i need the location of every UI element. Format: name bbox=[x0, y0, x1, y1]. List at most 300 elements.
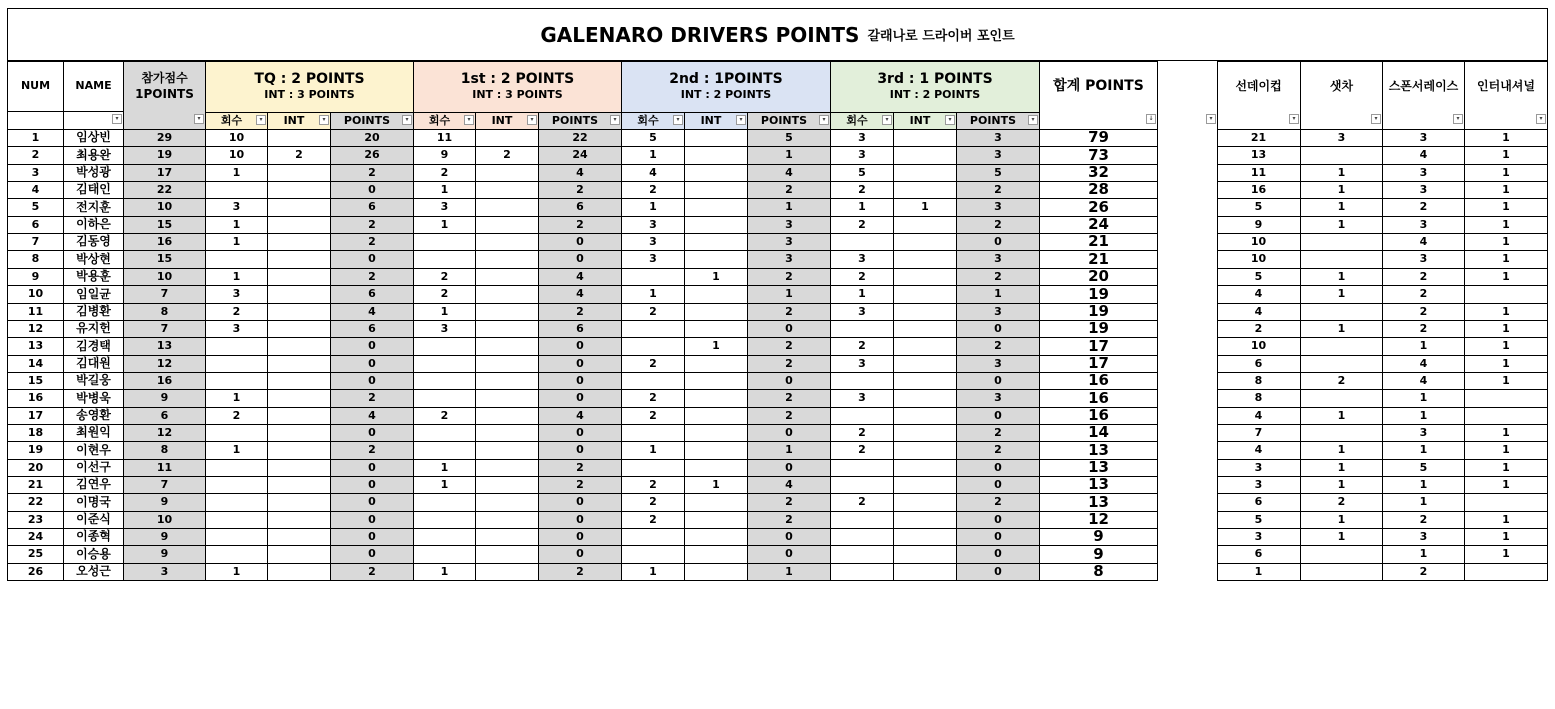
cell-third-int bbox=[894, 442, 957, 460]
cell-total: 13 bbox=[1040, 460, 1158, 477]
cell-extra-1 bbox=[1301, 304, 1383, 321]
cell-second-int bbox=[685, 234, 748, 251]
cell-participation: 8 bbox=[124, 304, 206, 321]
filter-dropdown-icon[interactable]: ▾ bbox=[527, 115, 537, 125]
filter-dropdown-icon[interactable]: ▾ bbox=[256, 115, 266, 125]
cell-name: 박병욱 bbox=[64, 390, 124, 408]
filter-dropdown-icon[interactable]: ▾ bbox=[882, 115, 892, 125]
cell-second-count: 2 bbox=[622, 304, 685, 321]
cell-tq-count bbox=[206, 477, 268, 494]
cell-first-int bbox=[476, 304, 539, 321]
cell-name: 이종혁 bbox=[64, 529, 124, 546]
cell-total: 19 bbox=[1040, 304, 1158, 321]
cell-second-count: 5 bbox=[622, 130, 685, 147]
cell-name: 전지훈 bbox=[64, 199, 124, 217]
cell-third-int bbox=[894, 338, 957, 356]
header-name: NAME bbox=[64, 61, 124, 112]
cell-tq-points: 0 bbox=[331, 251, 414, 269]
subheader-first-points[interactable]: POINTS ▾ bbox=[539, 112, 622, 130]
cell-third-count bbox=[831, 373, 894, 390]
filter-dropdown-icon[interactable]: ▾ bbox=[1206, 114, 1216, 124]
cell-extra-2: 5 bbox=[1383, 460, 1465, 477]
cell-second-points: 2 bbox=[748, 390, 831, 408]
cell-second-points: 5 bbox=[748, 130, 831, 147]
cell-tq-points: 2 bbox=[331, 234, 414, 251]
cell-third-count: 1 bbox=[831, 286, 894, 304]
cell-third-count bbox=[831, 564, 894, 581]
cell-name: 김대원 bbox=[64, 356, 124, 373]
cell-total: 24 bbox=[1040, 217, 1158, 234]
extra-filter-cell[interactable] bbox=[1301, 112, 1383, 130]
total-filter-cell[interactable] bbox=[1040, 112, 1158, 130]
subheader-second-points[interactable]: POINTS ▾ bbox=[748, 112, 831, 130]
cell-second-count: 2 bbox=[622, 408, 685, 425]
cell-num: 9 bbox=[7, 269, 64, 286]
cell-second-int bbox=[685, 165, 748, 182]
cell-third-points: 3 bbox=[957, 199, 1040, 217]
cell-second-points: 2 bbox=[748, 356, 831, 373]
cell-second-points: 1 bbox=[748, 442, 831, 460]
cell-second-points: 2 bbox=[748, 338, 831, 356]
cell-name: 박상현 bbox=[64, 251, 124, 269]
filter-dropdown-icon[interactable]: ▾ bbox=[819, 115, 829, 125]
cell-extra-0: 8 bbox=[1217, 373, 1301, 390]
cell-tq-int bbox=[268, 338, 331, 356]
cell-second-points: 3 bbox=[748, 217, 831, 234]
filter-dropdown-icon[interactable]: ▾ bbox=[1289, 114, 1299, 124]
cell-extra-2: 3 bbox=[1383, 217, 1465, 234]
cell-extra-1: 1 bbox=[1301, 408, 1383, 425]
cell-third-int bbox=[894, 269, 957, 286]
filter-dropdown-icon[interactable]: ▾ bbox=[610, 115, 620, 125]
cell-tq-count: 1 bbox=[206, 217, 268, 234]
name-filter-cell[interactable] bbox=[64, 112, 124, 130]
filter-dropdown-icon[interactable]: ▾ bbox=[402, 115, 412, 125]
extra-filter-cell[interactable] bbox=[1383, 112, 1465, 130]
subheader-first-int[interactable]: INT ▾ bbox=[476, 112, 539, 130]
cell-third-count bbox=[831, 529, 894, 546]
cell-second-int bbox=[685, 182, 748, 199]
filter-dropdown-icon[interactable]: ▾ bbox=[319, 115, 329, 125]
filter-dropdown-icon[interactable]: ▾ bbox=[736, 115, 746, 125]
cell-second-count bbox=[622, 546, 685, 564]
cell-tq-int bbox=[268, 373, 331, 390]
filter-dropdown-icon[interactable]: ▾ bbox=[1371, 114, 1381, 124]
cell-extra-1 bbox=[1301, 234, 1383, 251]
cell-second-int bbox=[685, 390, 748, 408]
cell-first-points: 0 bbox=[539, 251, 622, 269]
cell-extra-0: 8 bbox=[1217, 390, 1301, 408]
cell-second-int: 1 bbox=[685, 269, 748, 286]
cell-tq-points: 0 bbox=[331, 477, 414, 494]
header-line-2: INT : 3 POINTS bbox=[264, 88, 355, 102]
cell-second-int: 1 bbox=[685, 338, 748, 356]
filter-dropdown-icon[interactable]: ↓ bbox=[1146, 114, 1156, 124]
cell-num: 16 bbox=[7, 390, 64, 408]
cell-name: 김동영 bbox=[64, 234, 124, 251]
header-line-1: 참가점수 bbox=[141, 70, 188, 85]
cell-extra-2: 2 bbox=[1383, 512, 1465, 529]
cell-first-count bbox=[414, 251, 476, 269]
cell-extra-2: 4 bbox=[1383, 147, 1465, 165]
spacer-filter-cell[interactable] bbox=[1158, 112, 1217, 130]
cell-first-count bbox=[414, 390, 476, 408]
cell-second-points: 2 bbox=[748, 269, 831, 286]
cell-tq-int bbox=[268, 130, 331, 147]
cell-first-int bbox=[476, 442, 539, 460]
cell-third-points: 2 bbox=[957, 442, 1040, 460]
cell-extra-0: 3 bbox=[1217, 460, 1301, 477]
cell-name: 김태인 bbox=[64, 182, 124, 199]
cell-extra-3: 1 bbox=[1465, 165, 1548, 182]
cell-third-points: 0 bbox=[957, 460, 1040, 477]
cell-first-int bbox=[476, 477, 539, 494]
cell-first-points: 0 bbox=[539, 338, 622, 356]
cell-tq-int bbox=[268, 199, 331, 217]
subheader-third-count[interactable]: 회수 ▾ bbox=[831, 112, 894, 130]
cell-tq-points: 0 bbox=[331, 546, 414, 564]
cell-first-int bbox=[476, 234, 539, 251]
header-line-1: 1st : 2 POINTS bbox=[460, 71, 575, 88]
cell-num: 20 bbox=[7, 460, 64, 477]
header-line-2: INT : 3 POINTS bbox=[472, 88, 563, 102]
cell-tq-points: 0 bbox=[331, 373, 414, 390]
cell-extra-0: 21 bbox=[1217, 130, 1301, 147]
cell-second-points: 1 bbox=[748, 286, 831, 304]
subheader-third-int[interactable]: INT ▾ bbox=[894, 112, 957, 130]
cell-tq-count bbox=[206, 356, 268, 373]
cell-total: 16 bbox=[1040, 408, 1158, 425]
cell-first-count: 2 bbox=[414, 269, 476, 286]
cell-total: 32 bbox=[1040, 165, 1158, 182]
cell-extra-1: 1 bbox=[1301, 477, 1383, 494]
cell-total: 16 bbox=[1040, 390, 1158, 408]
cell-third-points: 0 bbox=[957, 321, 1040, 338]
cell-third-int bbox=[894, 304, 957, 321]
cell-third-points: 2 bbox=[957, 182, 1040, 199]
cell-extra-3 bbox=[1465, 494, 1548, 512]
cell-num: 3 bbox=[7, 165, 64, 182]
cell-name: 김연우 bbox=[64, 477, 124, 494]
filter-dropdown-icon[interactable]: ▾ bbox=[464, 115, 474, 125]
cell-first-count: 1 bbox=[414, 182, 476, 199]
cell-second-int bbox=[685, 512, 748, 529]
cell-second-int bbox=[685, 564, 748, 581]
cell-extra-3: 1 bbox=[1465, 477, 1548, 494]
cell-second-count: 1 bbox=[622, 286, 685, 304]
cell-third-points: 2 bbox=[957, 217, 1040, 234]
cell-participation: 9 bbox=[124, 390, 206, 408]
cell-extra-2: 1 bbox=[1383, 408, 1465, 425]
cell-tq-points: 4 bbox=[331, 304, 414, 321]
cell-participation: 15 bbox=[124, 217, 206, 234]
cell-second-count: 2 bbox=[622, 512, 685, 529]
cell-second-count: 4 bbox=[622, 165, 685, 182]
cell-third-count bbox=[831, 477, 894, 494]
cell-second-int bbox=[685, 373, 748, 390]
cell-second-count: 1 bbox=[622, 199, 685, 217]
cell-tq-int bbox=[268, 321, 331, 338]
cell-second-count: 3 bbox=[622, 251, 685, 269]
cell-extra-3: 1 bbox=[1465, 234, 1548, 251]
cell-first-int bbox=[476, 460, 539, 477]
cell-first-count bbox=[414, 234, 476, 251]
cell-total: 79 bbox=[1040, 130, 1158, 147]
cell-first-count: 2 bbox=[414, 165, 476, 182]
cell-extra-3 bbox=[1465, 564, 1548, 581]
cell-third-points: 2 bbox=[957, 425, 1040, 442]
cell-first-points: 0 bbox=[539, 373, 622, 390]
cell-total: 17 bbox=[1040, 356, 1158, 373]
cell-extra-1: 1 bbox=[1301, 460, 1383, 477]
cell-third-int bbox=[894, 477, 957, 494]
subheader-tq-count[interactable]: 회수 ▾ bbox=[206, 112, 268, 130]
cell-tq-count: 10 bbox=[206, 147, 268, 165]
subheader-second-int[interactable]: INT ▾ bbox=[685, 112, 748, 130]
cell-second-int bbox=[685, 529, 748, 546]
cell-name: 이현우 bbox=[64, 442, 124, 460]
filter-dropdown-icon[interactable]: ▾ bbox=[1028, 115, 1038, 125]
cell-third-points: 3 bbox=[957, 390, 1040, 408]
cell-name: 김병환 bbox=[64, 304, 124, 321]
subheader-tq-int[interactable]: INT ▾ bbox=[268, 112, 331, 130]
cell-second-points: 2 bbox=[748, 182, 831, 199]
cell-participation: 15 bbox=[124, 251, 206, 269]
cell-third-points: 0 bbox=[957, 373, 1040, 390]
header-extra-3: 인터내셔널 bbox=[1465, 61, 1548, 112]
cell-first-points: 0 bbox=[539, 512, 622, 529]
cell-first-count: 11 bbox=[414, 130, 476, 147]
cell-extra-0: 7 bbox=[1217, 425, 1301, 442]
cell-participation: 11 bbox=[124, 460, 206, 477]
filter-dropdown-icon[interactable]: ▾ bbox=[1536, 114, 1546, 124]
cell-tq-int bbox=[268, 477, 331, 494]
cell-second-points: 2 bbox=[748, 494, 831, 512]
cell-total: 13 bbox=[1040, 494, 1158, 512]
cell-second-int bbox=[685, 286, 748, 304]
cell-tq-int bbox=[268, 460, 331, 477]
cell-tq-count bbox=[206, 182, 268, 199]
cell-second-points: 0 bbox=[748, 373, 831, 390]
cell-tq-int bbox=[268, 356, 331, 373]
cell-first-int: 2 bbox=[476, 147, 539, 165]
cell-first-points: 0 bbox=[539, 529, 622, 546]
cell-extra-2: 1 bbox=[1383, 494, 1465, 512]
cell-tq-points: 2 bbox=[331, 165, 414, 182]
cell-second-points: 4 bbox=[748, 477, 831, 494]
cell-tq-count bbox=[206, 460, 268, 477]
cell-third-int bbox=[894, 130, 957, 147]
cell-third-int bbox=[894, 217, 957, 234]
cell-total: 20 bbox=[1040, 269, 1158, 286]
cell-first-points: 4 bbox=[539, 408, 622, 425]
cell-second-count: 2 bbox=[622, 356, 685, 373]
cell-second-count: 2 bbox=[622, 390, 685, 408]
cell-third-points: 3 bbox=[957, 304, 1040, 321]
cell-extra-0: 13 bbox=[1217, 147, 1301, 165]
cell-tq-int bbox=[268, 234, 331, 251]
cell-second-points: 1 bbox=[748, 147, 831, 165]
cell-num: 1 bbox=[7, 130, 64, 147]
cell-participation: 13 bbox=[124, 338, 206, 356]
cell-extra-1: 1 bbox=[1301, 199, 1383, 217]
cell-participation: 16 bbox=[124, 373, 206, 390]
cell-tq-count: 1 bbox=[206, 390, 268, 408]
cell-participation: 9 bbox=[124, 494, 206, 512]
cell-first-count bbox=[414, 356, 476, 373]
cell-total: 17 bbox=[1040, 338, 1158, 356]
header-participation bbox=[124, 61, 206, 112]
cell-total: 21 bbox=[1040, 251, 1158, 269]
cell-second-count bbox=[622, 373, 685, 390]
cell-extra-1 bbox=[1301, 390, 1383, 408]
extra-filter-cell[interactable] bbox=[1465, 112, 1548, 130]
cell-total: 9 bbox=[1040, 529, 1158, 546]
cell-first-points: 2 bbox=[539, 460, 622, 477]
cell-tq-points: 2 bbox=[331, 442, 414, 460]
cell-extra-2: 1 bbox=[1383, 477, 1465, 494]
cell-first-count: 9 bbox=[414, 147, 476, 165]
cell-extra-3: 1 bbox=[1465, 546, 1548, 564]
subheader-third-points[interactable]: POINTS ▾ bbox=[957, 112, 1040, 130]
cell-first-count: 2 bbox=[414, 408, 476, 425]
sheet-title bbox=[7, 8, 1548, 61]
cell-first-points: 6 bbox=[539, 199, 622, 217]
filter-dropdown-icon[interactable]: ▾ bbox=[194, 114, 204, 124]
cell-extra-1: 1 bbox=[1301, 321, 1383, 338]
cell-third-count bbox=[831, 546, 894, 564]
cell-first-int bbox=[476, 512, 539, 529]
cell-second-int bbox=[685, 147, 748, 165]
cell-total: 19 bbox=[1040, 286, 1158, 304]
extra-filter-cell[interactable] bbox=[1217, 112, 1301, 130]
cell-third-int bbox=[894, 408, 957, 425]
cell-num: 21 bbox=[7, 477, 64, 494]
cell-third-points: 2 bbox=[957, 494, 1040, 512]
cell-extra-2: 2 bbox=[1383, 321, 1465, 338]
cell-num: 14 bbox=[7, 356, 64, 373]
cell-extra-1: 1 bbox=[1301, 217, 1383, 234]
cell-extra-0: 1 bbox=[1217, 564, 1301, 581]
cell-first-count: 2 bbox=[414, 286, 476, 304]
cell-extra-1: 1 bbox=[1301, 442, 1383, 460]
cell-total: 28 bbox=[1040, 182, 1158, 199]
cell-tq-int bbox=[268, 546, 331, 564]
subheader-second-count[interactable]: 회수 ▾ bbox=[622, 112, 685, 130]
cell-tq-count bbox=[206, 494, 268, 512]
cell-first-points: 0 bbox=[539, 390, 622, 408]
cell-first-int bbox=[476, 564, 539, 581]
cell-second-count: 2 bbox=[622, 494, 685, 512]
cell-second-points: 3 bbox=[748, 234, 831, 251]
participation-filter-cell[interactable] bbox=[124, 112, 206, 130]
subheader-tq-points[interactable]: POINTS ▾ bbox=[331, 112, 414, 130]
cell-second-count: 3 bbox=[622, 234, 685, 251]
cell-tq-int bbox=[268, 564, 331, 581]
cell-third-points: 0 bbox=[957, 408, 1040, 425]
cell-extra-2: 2 bbox=[1383, 269, 1465, 286]
cell-total: 9 bbox=[1040, 546, 1158, 564]
cell-third-count bbox=[831, 512, 894, 529]
header-total: 합계 POINTS bbox=[1040, 61, 1158, 112]
cell-third-int bbox=[894, 546, 957, 564]
cell-name: 오성근 bbox=[64, 564, 124, 581]
cell-participation: 3 bbox=[124, 564, 206, 581]
cell-extra-0: 6 bbox=[1217, 494, 1301, 512]
cell-first-int bbox=[476, 338, 539, 356]
cell-tq-count bbox=[206, 338, 268, 356]
cell-third-points: 3 bbox=[957, 251, 1040, 269]
filter-dropdown-icon[interactable]: ▾ bbox=[1453, 114, 1463, 124]
cell-extra-1: 1 bbox=[1301, 182, 1383, 199]
cell-participation: 10 bbox=[124, 269, 206, 286]
cell-tq-count: 1 bbox=[206, 564, 268, 581]
cell-num: 6 bbox=[7, 217, 64, 234]
filter-dropdown-icon[interactable]: ▾ bbox=[112, 114, 122, 124]
header-line-1: TQ : 2 POINTS bbox=[254, 71, 365, 88]
cell-third-int bbox=[894, 321, 957, 338]
cell-first-count: 1 bbox=[414, 217, 476, 234]
cell-third-count: 3 bbox=[831, 130, 894, 147]
cell-first-points: 0 bbox=[539, 442, 622, 460]
cell-first-points: 4 bbox=[539, 165, 622, 182]
cell-first-count bbox=[414, 494, 476, 512]
filter-dropdown-icon[interactable]: ▾ bbox=[673, 115, 683, 125]
cell-second-points: 2 bbox=[748, 512, 831, 529]
cell-third-int bbox=[894, 234, 957, 251]
cell-total: 8 bbox=[1040, 564, 1158, 581]
cell-second-int: 1 bbox=[685, 477, 748, 494]
cell-num: 4 bbox=[7, 182, 64, 199]
cell-extra-3 bbox=[1465, 390, 1548, 408]
subheader-first-count[interactable]: 회수 ▾ bbox=[414, 112, 476, 130]
cell-extra-1 bbox=[1301, 546, 1383, 564]
cell-third-count: 2 bbox=[831, 338, 894, 356]
cell-tq-points: 0 bbox=[331, 460, 414, 477]
cell-extra-1: 1 bbox=[1301, 512, 1383, 529]
cell-second-points: 2 bbox=[748, 304, 831, 321]
filter-dropdown-icon[interactable]: ▾ bbox=[945, 115, 955, 125]
cell-second-int bbox=[685, 130, 748, 147]
cell-first-int bbox=[476, 130, 539, 147]
cell-first-int bbox=[476, 165, 539, 182]
cell-extra-3: 1 bbox=[1465, 217, 1548, 234]
cell-extra-0: 4 bbox=[1217, 442, 1301, 460]
cell-third-int bbox=[894, 286, 957, 304]
cell-second-count bbox=[622, 425, 685, 442]
cell-first-points: 2 bbox=[539, 217, 622, 234]
cell-tq-points: 2 bbox=[331, 269, 414, 286]
cell-extra-2: 1 bbox=[1383, 546, 1465, 564]
cell-tq-int bbox=[268, 390, 331, 408]
cell-participation: 7 bbox=[124, 286, 206, 304]
cell-total: 21 bbox=[1040, 234, 1158, 251]
cell-tq-count: 1 bbox=[206, 234, 268, 251]
cell-tq-int bbox=[268, 442, 331, 460]
cell-tq-points: 6 bbox=[331, 286, 414, 304]
cell-third-count: 5 bbox=[831, 165, 894, 182]
cell-third-points: 3 bbox=[957, 130, 1040, 147]
cell-num: 15 bbox=[7, 373, 64, 390]
cell-num: 13 bbox=[7, 338, 64, 356]
cell-tq-count: 1 bbox=[206, 442, 268, 460]
cell-num: 2 bbox=[7, 147, 64, 165]
cell-first-count: 1 bbox=[414, 460, 476, 477]
cell-total: 16 bbox=[1040, 373, 1158, 390]
cell-extra-2: 2 bbox=[1383, 286, 1465, 304]
cell-tq-int bbox=[268, 408, 331, 425]
cell-third-int bbox=[894, 182, 957, 199]
